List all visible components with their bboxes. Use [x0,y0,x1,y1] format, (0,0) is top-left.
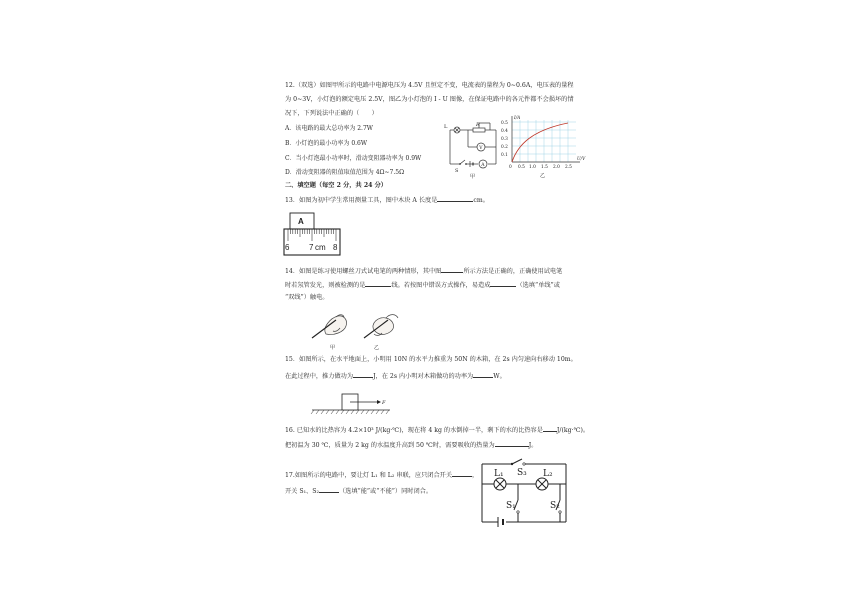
q13-text: 13．如图为初中学生常用测量工具，图中木块 A 长度是 [285,197,438,204]
q17-line2b: （选填“能”或“不能”）同时闭合。 [338,488,433,495]
q14-line2a: 时若氖管发光，则被检测的是 [285,282,366,289]
q14-blank-figure[interactable] [441,266,463,273]
q14-test-pen-figure [308,304,408,352]
lamp-l1-label: L₁ [494,469,504,479]
q15-blank-power[interactable] [473,371,493,378]
q15-box-figure [310,392,392,416]
q12-line1: 12.（双选）如图甲所示的电路中电源电压为 4.5V 且恒定不变，电流表的量程为 0~0.6A，电压表的量程 [285,82,574,89]
q12-option-b: B．小灯泡的最小功率为 0.6W [285,140,368,147]
switch-s2-label: S₂ [550,501,560,511]
ruler-mark-7: 7 [309,243,314,252]
q12-option-d: D．滑动变阻器的阻值取值范围为 4Ω~7.5Ω [285,169,405,176]
q16-line1 [285,425,589,435]
q12-line3: 况下，下列说法中正确的（ ） [285,110,378,117]
voltmeter-label: V [479,146,483,151]
q16-line2b: J。 [528,442,538,449]
q14-caption-yi: 乙 [374,345,380,351]
xtick-1.5: 1.5 [541,165,548,170]
ruler-mark-6: 6 [285,243,290,252]
switch-label: S [455,168,459,174]
q16-blank-heat[interactable] [495,440,529,447]
q14-line1a: 14．如图是练习使用螺丝刀式试电笔的两种情形，其中图 [285,268,442,275]
force-label: F [382,400,386,406]
q17-blank-can[interactable] [319,486,339,493]
section2-title: 二、填空题（每空 2 分，共 24 分） [285,182,387,189]
q12-line2: 为 0~3V，小灯泡的额定电压 2.5V，图乙为小灯泡的 I - U 图像，在保证电路中的各元件都不会损坏的情 [285,96,574,103]
q12-option-c: C．当小灯泡最小功率时，滑动变阻器功率为 0.9W [285,155,422,162]
q15-line1: 15．如图所示，在水平地面上，小明用 10N 的水平力推重为 50N 的木箱，在 2s 内匀速向右移动 10m。 [285,356,577,363]
q17-circuit-diagram [476,456,572,532]
q12-option-a: A．该电路的最大总功率为 2.7W [285,125,373,132]
lamp-label: L [444,124,448,130]
xtick-0: 0 [509,165,512,170]
q14-caption-jia: 甲 [330,345,336,351]
ytick-0.1: 0.1 [501,153,508,158]
block-label: A [298,217,304,226]
ytick-0.4: 0.4 [501,129,508,134]
q14-blank-wire[interactable] [365,280,391,287]
ytick-0.5: 0.5 [501,121,508,126]
xtick-1.0: 1.0 [529,165,536,170]
q17-line1a: 17.如图所示的电路中，要让灯 L₁ 和 L₂ 串联，应只闭合开关 [285,472,453,479]
q17-line1 [285,470,478,480]
lamp-l1-icon [494,478,506,490]
q14-line1 [285,266,562,276]
q15-line2b: J，在 2s 内小明对木箱做功的功率为 [373,373,474,380]
q15-blank-work[interactable] [353,371,373,378]
q16-line2a: 把初温为 30 ℃，质量为 2 kg 的水温度升高到 50 ℃时，需要吸收的热量为 [285,442,495,449]
ytick-0.3: 0.3 [501,137,508,142]
q17-blank-switch[interactable] [452,470,472,477]
hand-icon-right [364,315,398,338]
xtick-2.0: 2.0 [553,165,560,170]
xtick-2.5: 2.5 [565,165,572,170]
q13-unit: cm。 [473,197,489,204]
hand-icon-left [312,315,347,338]
graph-xlabel: U/V [577,157,586,162]
q16-line1a: 16. 已知水的比热容为 4.2×10³ J/(kg·℃)，现在将 4 kg 的水倒掉一半，剩下的水的比热容是 [285,427,543,434]
q17-line1b: ， [472,472,479,479]
q13-ruler-figure [282,213,344,259]
q14-line3: “双线”）触电。 [285,294,329,301]
lamp-l2-label: L₂ [543,469,553,479]
q13-line [285,195,489,205]
ytick-0.2: 0.2 [501,145,508,150]
graph-ylabel: I/A [514,116,521,121]
q15-line2a: 在此过程中，推力做功为 [285,373,354,380]
q15-line2c: W。 [493,373,506,380]
q17-line2a: 开关 S₁、S₂ [285,488,319,495]
q15-line2 [285,371,506,381]
q14-blank-shock[interactable] [490,280,516,287]
q16-blank-capacity[interactable] [543,425,557,432]
q14-line2c: （选填“单线”或 [516,282,560,289]
switch-s3-label: S₃ [517,468,527,478]
lamp-icon [454,127,460,133]
q12-circuit-diagram [440,118,502,180]
q13-answer-blank[interactable] [437,195,473,202]
q16-line1b: J/(kg·℃)。 [556,427,590,434]
iu-curve [512,123,568,162]
circuit-caption: 甲 [470,174,476,180]
q14-line2b: 线。若按图中错误方式操作，易造成 [391,282,491,289]
q17-line2 [285,486,432,496]
q14-line1b: 所示方法是正确的，正确使用试电笔 [463,268,563,275]
q16-line2 [285,440,537,450]
rheostat-label: R [476,122,480,128]
ruler-unit-cm: cm [315,243,326,252]
lamp-l2-icon [536,478,548,490]
ammeter-label: A [481,163,485,168]
graph-caption: 乙 [540,173,546,179]
q12-iu-graph [498,114,588,182]
switch-s1-label: S₁ [506,501,516,511]
q14-line2 [285,280,560,290]
xtick-0.5: 0.5 [518,165,525,170]
ruler-mark-8: 8 [333,243,338,252]
